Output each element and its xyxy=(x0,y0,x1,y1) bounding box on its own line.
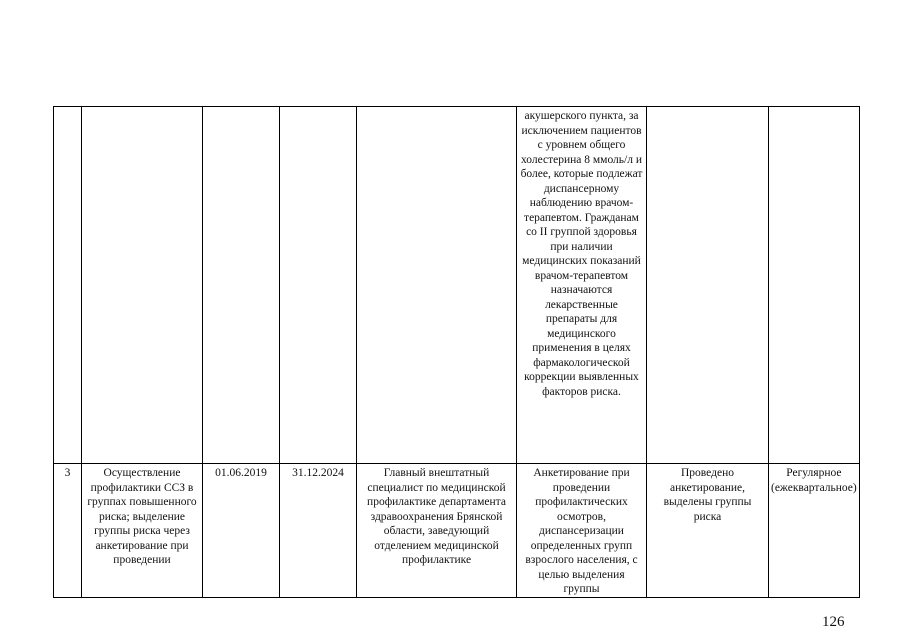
responsible-cell xyxy=(357,107,517,464)
measure-cell: Осуществление профилактики ССЗ в группах повышенного риска; выделение группы риска через анкетирование при проведении xyxy=(82,464,203,598)
frequency-cell xyxy=(769,107,860,464)
measures-table xyxy=(53,106,860,598)
row-number xyxy=(54,107,82,464)
frequency-cell: Регулярное (ежеквартальное) xyxy=(769,464,860,598)
description-cell: Анкетирование при проведении профилактических осмотров, диспансеризации определенных групп взрослого населения, с целью выделения группы xyxy=(517,464,647,598)
start-date-cell: 01.06.2019 xyxy=(203,464,280,598)
start-date-cell xyxy=(203,107,280,464)
page-number: 126 xyxy=(822,614,845,630)
result-cell xyxy=(647,107,769,464)
table-row xyxy=(54,464,860,598)
end-date-cell xyxy=(280,107,357,464)
end-date-cell: 31.12.2024 xyxy=(280,464,357,598)
result-cell: Проведено анкетирование, выделены группы риска xyxy=(647,464,769,598)
description-cell: акушерского пункта, за исключением пациентов с уровнем общего холестерина 8 ммоль/л и более, которые подлежат диспансерному наблюдению врачом-терапевтом. Гражданам со II группой здоровья при наличии медицинских показаний врачом-терапевтом назначаются лекарственные препараты для медицинского применения в целях фармакологической коррекции выявленных факторов риска. xyxy=(517,107,647,464)
row-number: 3 xyxy=(54,464,82,598)
responsible-cell: Главный внештатный специалист по медицинской профилактике департамента здравоохранения Брянской области, заведующий отделением медицинской профилактике xyxy=(357,464,517,598)
measure-cell xyxy=(82,107,203,464)
table-row xyxy=(54,107,860,464)
